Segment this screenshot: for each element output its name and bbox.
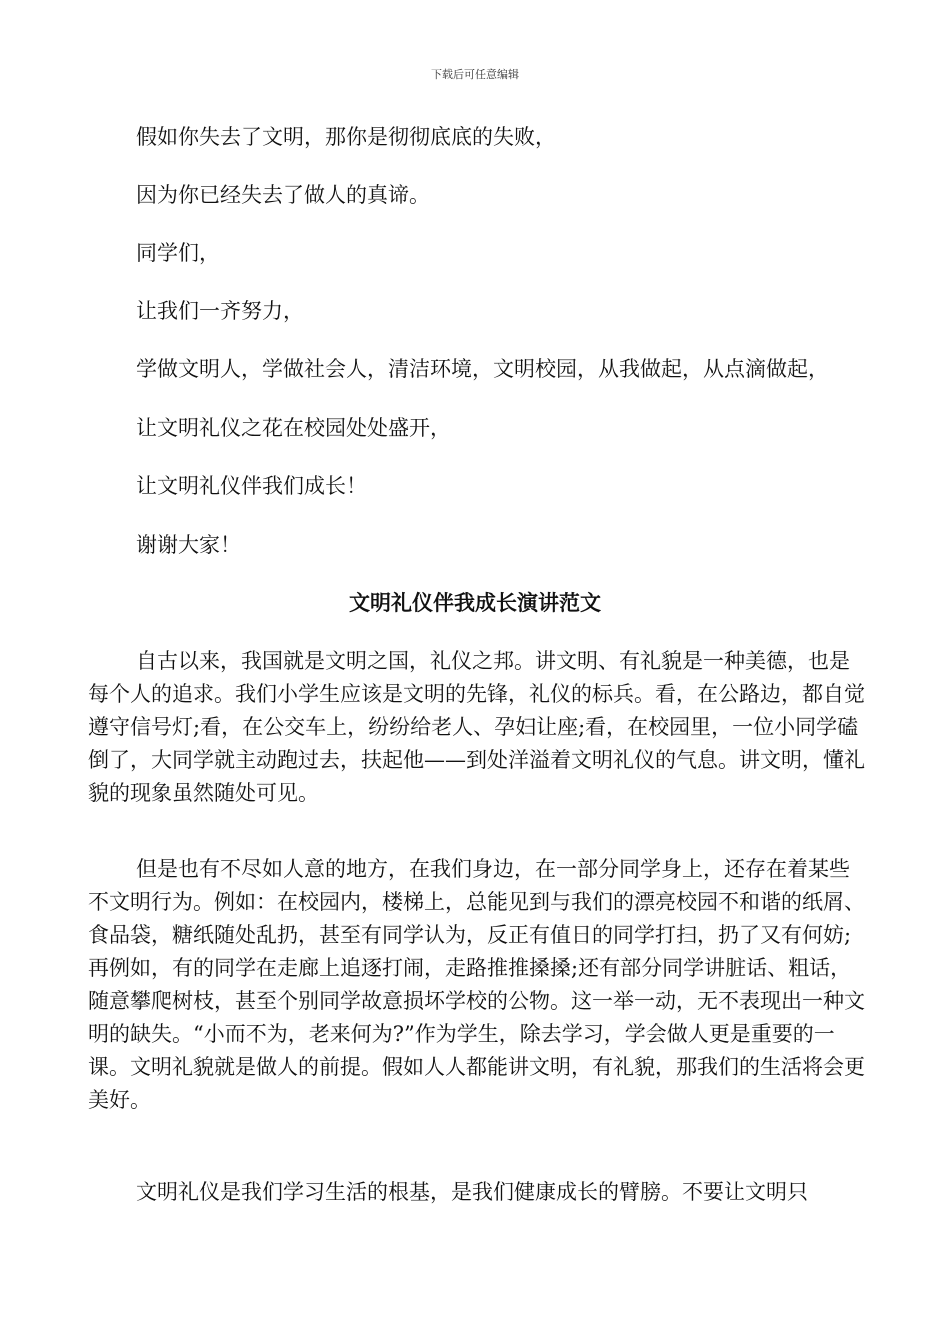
intro-line: 学做文明人，学做社会人，清洁环境，文明校园，从我做起，从点滴做起， <box>136 357 829 381</box>
intro-line: 让文明礼仪伴我们成长！ <box>136 474 367 498</box>
article-title: 文明礼仪伴我成长演讲范文 <box>349 591 601 615</box>
intro-line: 谢谢大家！ <box>136 533 241 557</box>
article-paragraph: 自古以来，我国就是文明之国，礼仪之邦。讲文明、有礼貌是一种美德，也是每个人的追求。我们小学生应该是文明的先锋，礼仪的标兵。看，在公路边，都自觉遵守信号灯;看，在公交车上，纷纷给老人、孕妇让座;看，在校园里，一位小同学磕倒了，大同学就主动跑过去，扶起他——到处洋溢着文明礼仪的气息。讲文明，懂礼貌的现象虽然随处可见。 <box>88 649 865 805</box>
intro-line: 同学们， <box>136 241 220 265</box>
intro-line: 让我们一齐努力， <box>136 299 304 323</box>
intro-line: 让文明礼仪之花在校园处处盛开， <box>136 416 451 440</box>
intro-line: 因为你已经失去了做人的真谛。 <box>136 183 430 207</box>
article-paragraph: 文明礼仪是我们学习生活的根基，是我们健康成长的臂膀。不要让文明只 <box>136 1180 808 1204</box>
article-paragraph: 但是也有不尽如人意的地方，在我们身边，在一部分同学身上，还存在着某些不文明行为。例如：在校园内，楼梯上，总能见到与我们的漂亮校园不和谐的纸屑、食品袋，糖纸随处乱扔，甚至有同学认为，反正有值日的同学打扫，扔了又有何妨;再例如，有的同学在走廊上追逐打闹，走路推推搡搡;还有部分同学讲脏话、粗话，随意攀爬树枝，甚至个别同学故意损坏学校的公物。这一举一动，无不表现出一种文明的缺失。“小而不为，老来何为?”作为学生，除去学习，学会做人更是重要的一课。文明礼貌就是做人的前提。假如人人都能讲文明，有礼貌，那我们的生活将会更美好。 <box>88 857 865 1112</box>
page-header-note: 下载后可任意编辑 <box>431 68 519 81</box>
intro-line: 假如你失去了文明，那你是彻彻底底的失败， <box>136 125 556 149</box>
